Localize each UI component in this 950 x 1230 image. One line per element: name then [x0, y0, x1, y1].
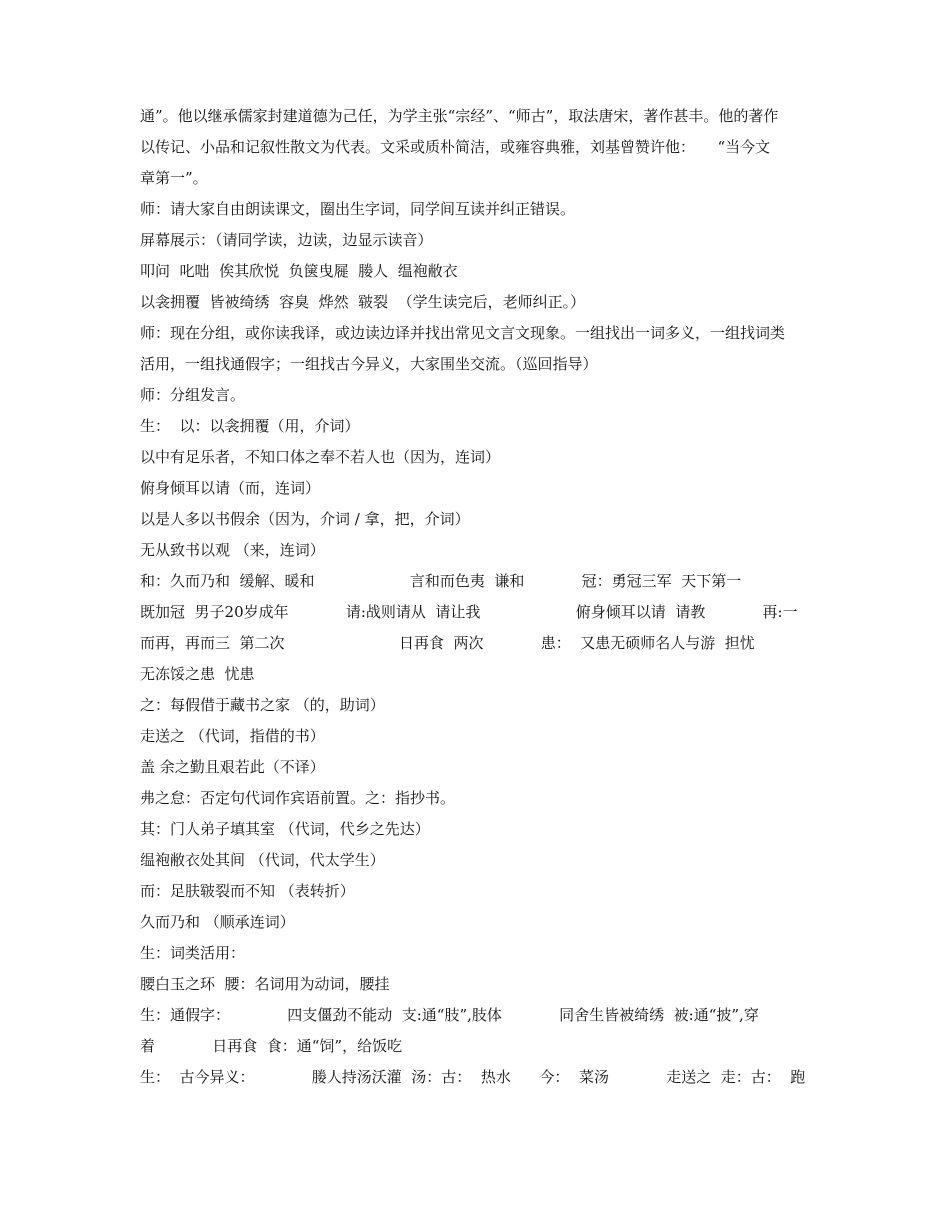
- text-line: 缊袍敝衣处其间 （代词，代太学生）: [140, 851, 385, 869]
- text-line: 活用，一组找通假字；一组找古今异义，大家围坐交流。（巡回指导）: [140, 355, 598, 373]
- text-line: 以是人多以书假余（因为，介词 / 拿，把，介词）: [140, 510, 470, 528]
- text-line: 生： 古今异义： 媵人持汤沃灌 汤：古： 热水 今： 菜汤 走送之 走：古： 跑: [140, 1068, 806, 1086]
- text-line: 以衾拥覆 皆被绮绣 容臭 烨然 皲裂 （学生读完后，老师纠正。）: [140, 293, 586, 311]
- text-line: 无从致书以观 （来，连词）: [140, 541, 325, 559]
- text-line: 通”。他以继承儒家封建道德为己任，为学主张“宗经”、“师古”，取法唐宋，著作甚丰。他的著作: [140, 107, 779, 125]
- text-line: 师：现在分组，或你读我译，或边读边译并找出常见文言文现象。一组找出一词多义，一组找词类: [140, 324, 786, 342]
- text-line: 久而乃和 （顺承连词）: [140, 913, 295, 931]
- document-page: [140, 101, 812, 1093]
- text-line: 叩问 叱咄 俟其欣悦 负箧曳屣 媵人 缊袍敝衣: [140, 262, 458, 280]
- text-line: 章第一”。: [140, 169, 208, 187]
- text-line: 以中有足乐者，不知口体之奉不若人也（因为，连词）: [140, 448, 501, 466]
- text-line: 之：每假借于藏书之家 （的，助词）: [140, 696, 385, 714]
- text-line: 而再，再而三 第二次 日再食 两次 患： 又患无硕师名人与游 担忧: [140, 634, 755, 652]
- text-line: 既加冠 男子20岁成年 请:战则请从 请让我 俯身倾耳以请 请教 再:一: [140, 603, 798, 621]
- text-line: 而：足肤皲裂而不知 （表转折）: [140, 882, 355, 900]
- text-line: 师：分组发言。: [140, 386, 246, 404]
- text-line: 生： 以：以衾拥覆（用，介词）: [140, 417, 360, 435]
- text-line: 屏幕展示：（请同学读，边读，边显示读音）: [140, 231, 433, 249]
- text-line: 俯身倾耳以请（而，连词）: [140, 479, 321, 497]
- text-line: 腰白玉之环 腰：名词用为动词，腰挂: [140, 975, 390, 993]
- text-line: 着 日再食 食：通“饲”，给饭吃: [140, 1037, 403, 1055]
- text-line: 走送之 （代词，指借的书）: [140, 727, 325, 745]
- text-line: 弗之怠：否定句代词作宾语前置。之：指抄书。: [140, 789, 456, 807]
- text-line: 其：门人弟子填其室 （代词，代乡之先达）: [140, 820, 430, 838]
- text-line: 生：词类活用：: [140, 944, 246, 962]
- text-line: 盖 余之勤且艰若此（不译）: [140, 758, 325, 776]
- text-line: 以传记、小品和记叙性散文为代表。文采或质朴简洁，或雍容典雅，刘基曾赞许他： “当今文: [140, 138, 771, 156]
- text-line: 生：通假字： 四支僵劲不能动 支:通“肢”,肢体 同舍生皆被绮绣 被:通“披”,穿: [140, 1006, 759, 1024]
- text-line: 和：久而乃和 缓解、暖和 言和而色夷 谦和 冠：勇冠三军 天下第一: [140, 572, 742, 590]
- text-line: 师：请大家自由朗读课文，圈出生字词，同学间互读并纠正错误。: [140, 200, 576, 218]
- text-line: 无冻馁之患 忧患: [140, 665, 255, 683]
